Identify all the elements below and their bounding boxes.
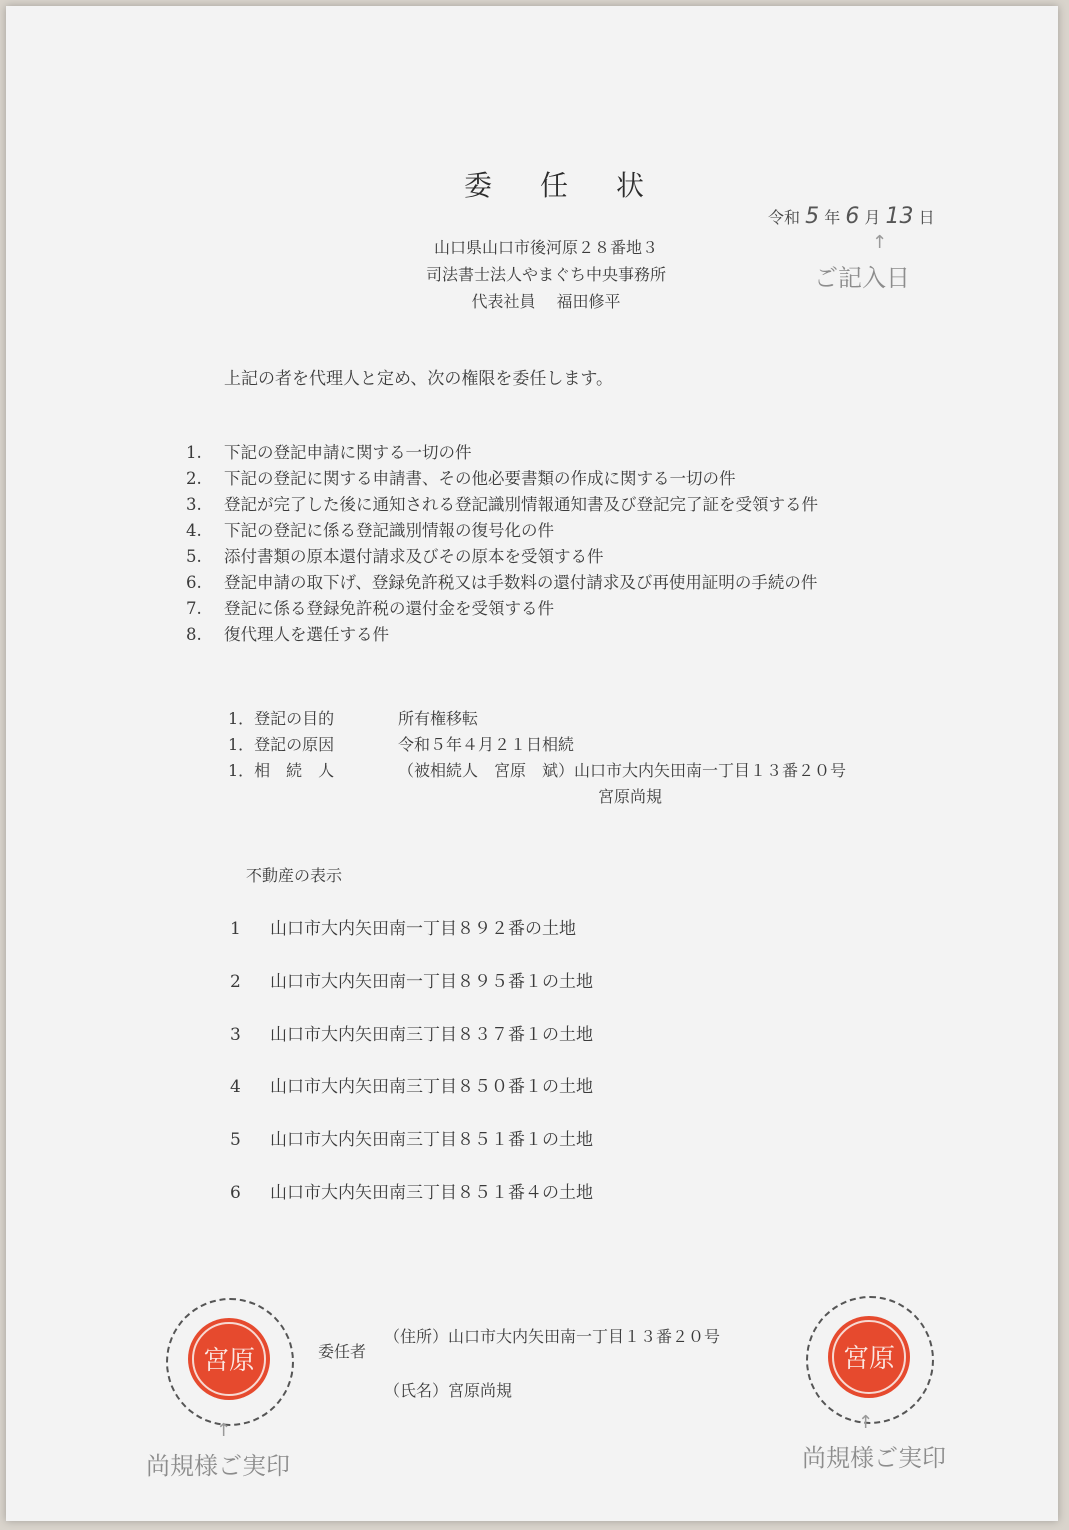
property-text: 山口市大内矢田南三丁目８３７番１の土地 <box>270 1024 593 1045</box>
power-text: 登記が完了した後に通知される登記識別情報通知書及び登記完了証を受領する件 <box>224 495 818 514</box>
power-text: 添付書類の原本還付請求及びその原本を受領する件 <box>224 547 604 566</box>
principal-name-label: （氏名） <box>384 1381 449 1400</box>
registration-purpose-row <box>228 706 846 732</box>
property-number: 2 <box>230 971 241 992</box>
property-number: 6 <box>230 1182 241 1203</box>
principal-block <box>384 1310 720 1418</box>
powers-list <box>186 440 818 648</box>
property-number: 3 <box>230 1024 241 1045</box>
property-heading: 不動産の表示 <box>246 866 343 885</box>
registration-heir-row <box>228 758 846 784</box>
property-item <box>230 1125 593 1178</box>
property-number: 4 <box>230 1077 241 1098</box>
principal-label: 委任者 <box>318 1342 367 1361</box>
property-text: 山口市大内矢田南一丁目８９５番１の土地 <box>270 971 593 992</box>
property-item <box>230 1020 593 1073</box>
registration-block <box>228 706 846 810</box>
registration-heir-address: （被相続人 宮原 斌）山口市大内矢田南一丁目１３番２０号 <box>398 761 847 780</box>
date-month-unit: 月 <box>864 208 881 227</box>
agent-address: 山口県山口市後河原２８番地３ <box>434 238 659 257</box>
power-item <box>186 596 818 622</box>
agent-block <box>426 234 666 315</box>
registration-purpose: 所有権移転 <box>398 709 479 728</box>
power-text: 下記の登記に係る登記識別情報の復号化の件 <box>224 521 554 540</box>
seal-stamp-left <box>188 1318 270 1400</box>
power-item <box>186 518 818 544</box>
document-title: 委任状 <box>464 169 693 202</box>
power-number: 5. <box>186 547 202 566</box>
date-era: 令和 <box>768 208 801 227</box>
power-number: 8. <box>186 625 202 644</box>
power-number: 4. <box>186 521 202 540</box>
seal-arrow-left-icon: ↑ <box>216 1420 232 1441</box>
principal-address-label: （住所） <box>384 1327 449 1346</box>
property-text: 山口市大内矢田南三丁目８５０番１の土地 <box>270 1077 593 1098</box>
seal-text-right: 宮原 <box>832 1320 907 1395</box>
date-day-unit: 日 <box>918 208 935 227</box>
property-number: 1 <box>230 919 241 939</box>
seal-stamp-right <box>828 1316 910 1398</box>
property-text: 山口市大内矢田南三丁目８５１番１の土地 <box>270 1130 593 1151</box>
property-text: 山口市大内矢田南三丁目８５１番４の土地 <box>270 1182 593 1203</box>
date-year: 5 <box>805 204 820 229</box>
date-year-unit: 年 <box>824 208 841 227</box>
power-number: 1. <box>186 443 202 462</box>
document-page <box>6 6 1058 1521</box>
power-text: 登記に係る登録免許税の還付金を受領する件 <box>224 599 554 618</box>
seal-note-left: 尚規様ご実印 <box>146 1452 290 1480</box>
date-arrow-icon: ↑ <box>872 232 888 253</box>
property-list <box>230 914 593 1231</box>
principal-name: 宮原尚規 <box>448 1381 513 1400</box>
intro-text: 上記の者を代理人と定め、次の権限を委任します。 <box>224 369 613 389</box>
seal-note-right: 尚規様ご実印 <box>802 1444 946 1472</box>
power-number: 2. <box>186 469 202 488</box>
registration-cause-label: 1．登記の原因 <box>228 735 335 754</box>
power-text: 下記の登記に関する申請書、その他必要書類の作成に関する一切の件 <box>224 469 736 488</box>
property-item <box>230 1072 593 1125</box>
power-item <box>186 622 818 648</box>
property-item <box>230 914 593 967</box>
power-number: 6. <box>186 573 202 592</box>
power-number: 7. <box>186 599 202 618</box>
registration-cause-row <box>228 732 846 758</box>
power-item <box>186 466 818 492</box>
agent-representative: 代表社員 福田修平 <box>471 292 621 311</box>
principal-address: 山口市大内矢田南一丁目１３番２０号 <box>448 1327 721 1346</box>
principal-address-row <box>384 1310 720 1364</box>
property-item <box>230 967 593 1020</box>
agent-office: 司法書士法人やまぐち中央事務所 <box>426 265 667 284</box>
power-text: 復代理人を選任する件 <box>224 625 389 644</box>
date-handwritten-note: ご記入日 <box>814 264 910 292</box>
property-text: 山口市大内矢田南一丁目８９２番の土地 <box>270 919 576 939</box>
property-item <box>230 1178 593 1231</box>
date-day: 13 <box>885 204 914 229</box>
date-line <box>768 204 935 229</box>
power-item <box>186 544 818 570</box>
seal-text-left: 宮原 <box>192 1322 267 1397</box>
registration-heir-label: 1．相 続 人 <box>228 761 335 780</box>
date-month: 6 <box>845 204 860 229</box>
principal-name-row <box>384 1364 720 1418</box>
property-number: 5 <box>230 1130 241 1151</box>
power-text: 登記申請の取下げ、登録免許税又は手数料の還付請求及び再使用証明の手続の件 <box>224 573 818 592</box>
seal-arrow-right-icon: ↑ <box>858 1412 874 1433</box>
power-text: 下記の登記申請に関する一切の件 <box>224 443 472 462</box>
registration-cause: 令和５年４月２１日相続 <box>398 735 575 754</box>
power-item <box>186 570 818 596</box>
power-number: 3. <box>186 495 202 514</box>
registration-heir-name-row <box>228 784 846 810</box>
registration-heir-name: 宮原尚規 <box>598 787 663 806</box>
power-item <box>186 492 818 518</box>
registration-purpose-label: 1．登記の目的 <box>228 709 335 728</box>
power-item <box>186 440 818 466</box>
